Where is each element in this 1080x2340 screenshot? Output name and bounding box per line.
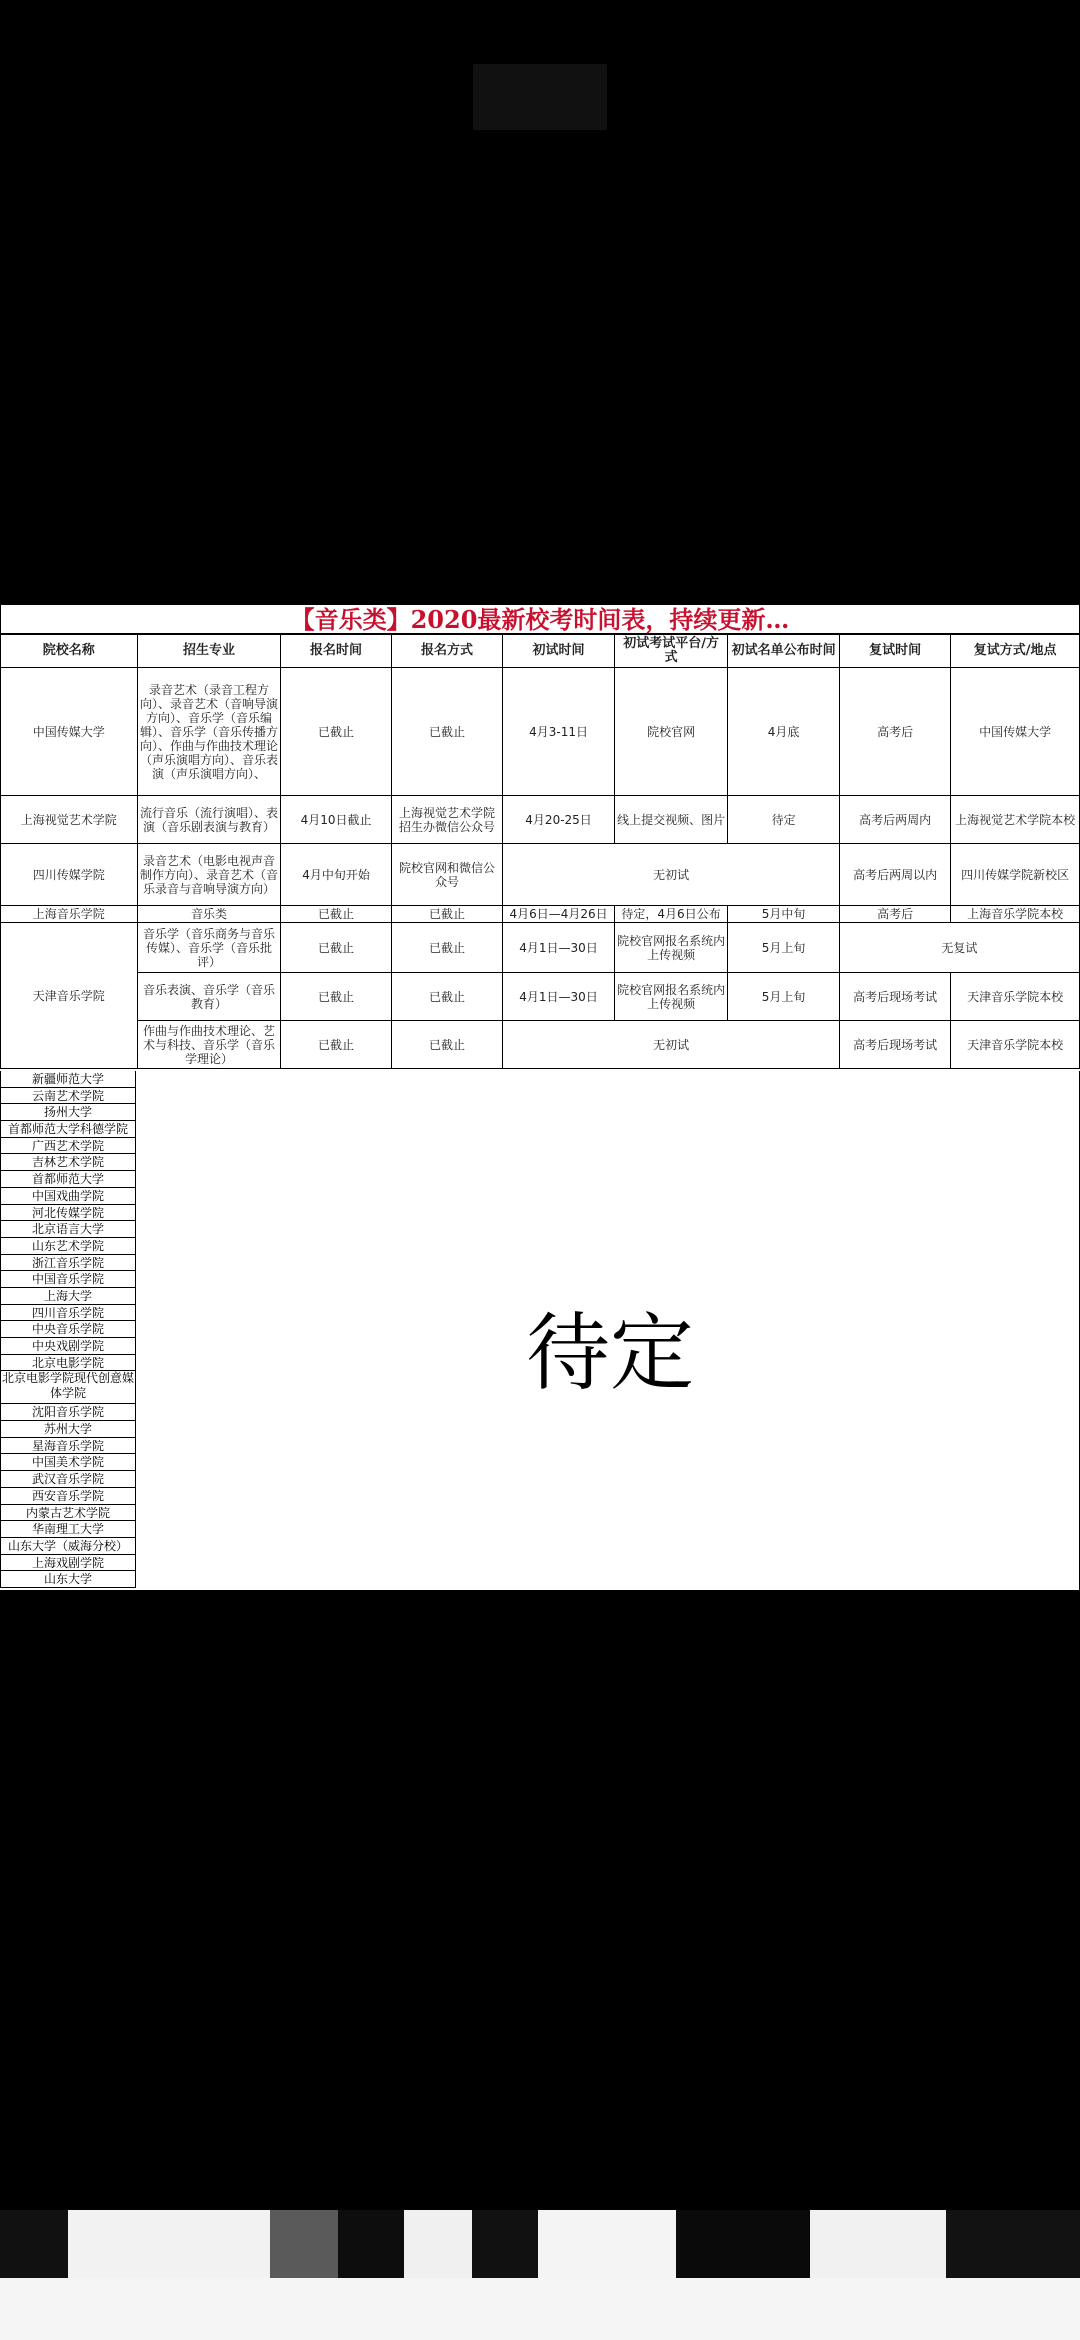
cell-pre-time: 4月20-25日 [503,796,615,844]
thumbnail[interactable] [538,2210,676,2278]
list-item: 河北传媒学院 [0,1205,136,1222]
schedule-table [0,634,1080,1069]
cell-reg-way: 已截止 [391,973,503,1021]
cell-reg-way: 已截止 [391,906,503,923]
cell-pre-platform: 院校官网报名系统内上传视频 [614,923,728,973]
list-item: 西安音乐学院 [0,1488,136,1505]
cell-re-way: 上海视觉艺术学院本校 [951,796,1080,844]
cell-reg-time: 已截止 [281,1021,392,1069]
cell-major: 录音艺术（电影电视声音制作方向）、录音艺术（音乐录音与音响导演方向） [137,844,281,906]
schedule-sheet [0,604,1080,1590]
list-item: 山东大学 [0,1571,136,1588]
list-item: 星海音乐学院 [0,1438,136,1455]
list-item: 云南艺术学院 [0,1088,136,1105]
list-item: 四川音乐学院 [0,1305,136,1322]
footer-bar [0,2278,1080,2340]
cell-re-time: 高考后现场考试 [839,973,951,1021]
list-item: 浙江音乐学院 [0,1255,136,1272]
cell-school: 四川传媒学院 [1,844,138,906]
list-item: 扬州大学 [0,1104,136,1121]
header-reg-time: 报名时间 [281,635,392,668]
list-item: 沈阳音乐学院 [0,1404,136,1421]
list-item: 上海大学 [0,1288,136,1305]
cell-re-way: 中国传媒大学 [951,668,1080,796]
list-item: 中国音乐学院 [0,1271,136,1288]
cell-major: 录音艺术（录音工程方向）、录音艺术（音响导演方向）、音乐学（音乐编辑）、音乐学（音乐传播方向）、作曲与作曲技术理论（声乐演唱方向）、音乐表演（声乐演唱方向）、 [137,668,281,796]
cell-pre-list: 4月底 [728,668,840,796]
list-item: 华南理工大学 [0,1521,136,1538]
cell-no-pre-exam: 无初试 [503,844,840,906]
list-item: 首都师范大学科德学院 [0,1121,136,1138]
thumbnail[interactable] [270,2210,338,2278]
cell-reg-time: 已截止 [281,923,392,973]
cell-re-way: 天津音乐学院本校 [951,973,1080,1021]
table-row [1,923,1080,973]
list-item: 广西艺术学院 [0,1138,136,1155]
cell-reg-way: 已截止 [391,668,503,796]
list-item: 北京电影学院 [0,1355,136,1372]
cell-re-time: 高考后 [839,906,951,923]
header-pre-time: 初试时间 [503,635,615,668]
cell-re-way: 四川传媒学院新校区 [951,844,1080,906]
cell-pre-platform: 院校官网 [614,668,728,796]
cell-major: 作曲与作曲技术理论、艺术与科技、音乐学（音乐学理论） [137,1021,281,1069]
sheet-title: 【音乐类】2020最新校考时间表，持续更新… [0,604,1080,634]
list-item: 山东艺术学院 [0,1238,136,1255]
cell-reg-way: 院校官网和微信公众号 [391,844,503,906]
table-row [1,1021,1080,1069]
thumbnail[interactable] [810,2210,946,2278]
header-school: 院校名称 [1,635,138,668]
cell-reg-time: 4月中旬开始 [281,844,392,906]
thumbnail[interactable] [404,2210,472,2278]
cell-pre-time: 4月3-11日 [503,668,615,796]
pending-school-list [0,1071,136,1588]
cell-pre-list: 5月中旬 [728,906,840,923]
header-re-time: 复试时间 [839,635,951,668]
cell-pre-list: 5月上旬 [728,973,840,1021]
list-item: 山东大学（威海分校） [0,1538,136,1555]
thumbnail[interactable] [338,2210,404,2278]
cell-re-time: 高考后现场考试 [839,1021,951,1069]
cell-re-time: 高考后 [839,668,951,796]
header-major: 招生专业 [137,635,281,668]
cell-no-re-exam: 无复试 [839,923,1079,973]
cell-major: 音乐类 [137,906,281,923]
cell-pre-platform: 线上提交视频、图片 [614,796,728,844]
table-row [1,844,1080,906]
list-item: 武汉音乐学院 [0,1471,136,1488]
cell-reg-time: 4月10日截止 [281,796,392,844]
cell-re-time: 高考后两周以内 [839,844,951,906]
cell-re-way: 天津音乐学院本校 [951,1021,1080,1069]
pending-area [136,1071,1080,1590]
header-pre-list: 初试名单公布时间 [728,635,840,668]
table-row [1,973,1080,1021]
cell-pre-list: 待定 [728,796,840,844]
bottom-thumbnail-strip [0,2210,1080,2278]
list-item: 首都师范大学 [0,1171,136,1188]
cell-pre-platform: 院校官网报名系统内上传视频 [614,973,728,1021]
cell-reg-time: 已截止 [281,906,392,923]
table-row [1,906,1080,923]
list-item: 北京语言大学 [0,1221,136,1238]
header-row [1,635,1080,668]
list-item: 中国戏曲学院 [0,1188,136,1205]
pending-label: 待定 [526,1304,695,1402]
header-re-way: 复试方式/地点 [951,635,1080,668]
cell-major: 流行音乐（流行演唱）、表演（音乐剧表演与教育） [137,796,281,844]
cell-reg-time: 已截止 [281,973,392,1021]
cell-reg-way: 已截止 [391,923,503,973]
list-item: 上海戏剧学院 [0,1555,136,1572]
list-item: 吉林艺术学院 [0,1154,136,1171]
list-item: 内蒙古艺术学院 [0,1505,136,1522]
thumbnail[interactable] [0,2210,68,2278]
list-item: 苏州大学 [0,1421,136,1438]
header-pre-platform: 初试考试平台/方式 [614,635,728,668]
table-row [1,668,1080,796]
thumbnail[interactable] [676,2210,810,2278]
cell-reg-time: 已截止 [281,668,392,796]
cell-pre-platform: 待定，4月6日公布 [614,906,728,923]
list-item: 北京电影学院现代创意媒体学院 [0,1371,136,1404]
cell-major: 音乐表演、音乐学（音乐教育） [137,973,281,1021]
cell-major: 音乐学（音乐商务与音乐传媒）、音乐学（音乐批评） [137,923,281,973]
table-row [1,796,1080,844]
cell-pre-time: 4月6日—4月26日 [503,906,615,923]
cell-re-time: 高考后两周内 [839,796,951,844]
thumbnail[interactable] [472,2210,538,2278]
cell-pre-time: 4月1日—30日 [503,923,615,973]
list-item: 中央戏剧学院 [0,1338,136,1355]
thumbnail[interactable] [946,2210,1080,2278]
cell-pre-list: 5月上旬 [728,923,840,973]
thumbnail[interactable] [68,2210,270,2278]
cell-school: 天津音乐学院 [1,923,138,1069]
blurred-header [473,64,607,130]
cell-re-way: 上海音乐学院本校 [951,906,1080,923]
cell-reg-way: 上海视觉艺术学院招生办微信公众号 [391,796,503,844]
header-reg-way: 报名方式 [391,635,503,668]
cell-school: 中国传媒大学 [1,668,138,796]
cell-school: 上海视觉艺术学院 [1,796,138,844]
list-item: 中国美术学院 [0,1454,136,1471]
cell-pre-time: 4月1日—30日 [503,973,615,1021]
list-item: 新疆师范大学 [0,1071,136,1088]
cell-reg-way: 已截止 [391,1021,503,1069]
list-item: 中央音乐学院 [0,1321,136,1338]
cell-no-pre-exam: 无初试 [503,1021,840,1069]
cell-school: 上海音乐学院 [1,906,138,923]
